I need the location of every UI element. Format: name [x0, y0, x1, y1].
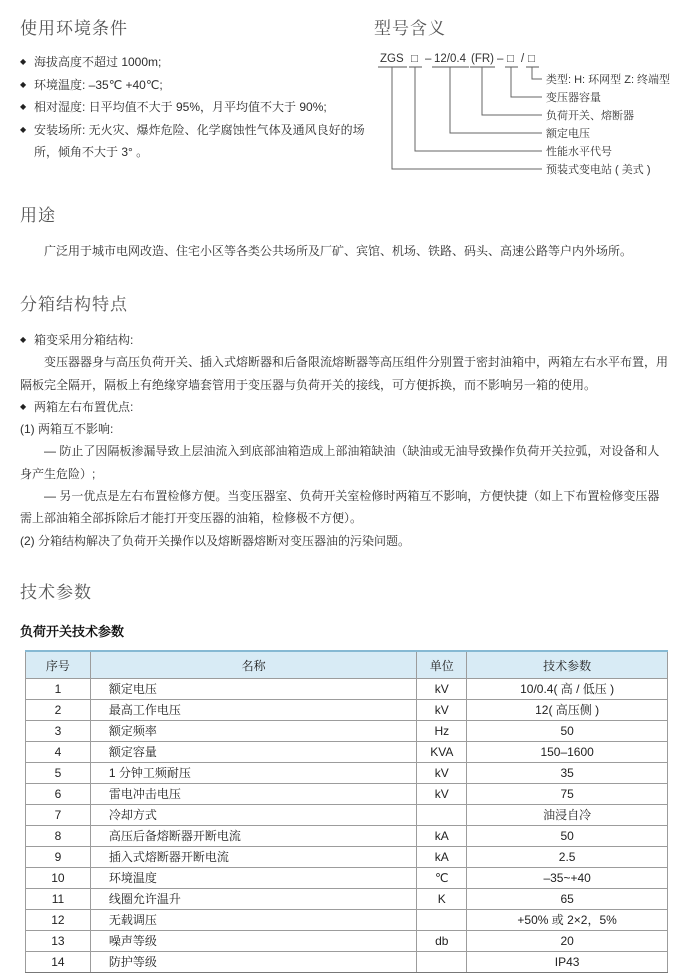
table-row [26, 910, 668, 931]
structure-paragraph [20, 329, 668, 351]
cell-unit: kV [417, 679, 467, 700]
usage-section [20, 201, 668, 262]
table-row [26, 931, 668, 952]
cell-unit: K [417, 889, 467, 910]
cell-index: 14 [26, 952, 91, 973]
model-label-substation: 预装式变电站 ( 美式 ) [546, 164, 651, 176]
header-name: 名称 [90, 651, 416, 679]
cell-name: 线圈允许温升 [90, 889, 416, 910]
table-row [26, 868, 668, 889]
cell-value: IP43 [467, 952, 668, 973]
environment-section-title: 使用环境条件 [20, 19, 128, 38]
technical-parameters-section [20, 578, 668, 973]
table-row [26, 784, 668, 805]
model-label-perf-code: 性能水平代号 [546, 146, 612, 158]
cell-unit: Hz [417, 721, 467, 742]
load-switch-params-table [25, 650, 668, 973]
model-code-dash1: – [425, 53, 432, 65]
model-code-box2: □ [507, 53, 514, 65]
cell-index: 7 [26, 805, 91, 826]
usage-text: 广泛用于城市电网改造、住宅小区等各类公共场所及厂矿、宾馆、机场、铁路、码头、高速公路等户内外场所。 [44, 244, 633, 258]
cell-index: 3 [26, 721, 91, 742]
env-condition-text: 相对湿度: 日平均值不大于 95%，月平均值不大于 90%; [34, 100, 327, 114]
header-unit: 单位 [417, 651, 467, 679]
cell-name: 最高工作电压 [90, 700, 416, 721]
model-label-voltage: 额定电压 [546, 128, 590, 140]
model-code-voltage: 12/0.4 [434, 53, 466, 65]
top-section [20, 14, 671, 177]
diamond-bullet-icon: ◆ [20, 102, 27, 111]
structure-paragraph: (1) 两箱互不影响: [20, 422, 114, 437]
cell-value: 150–1600 [467, 742, 668, 763]
cell-name: 高压后备熔断器开断电流 [90, 826, 416, 847]
model-code-box3: □ [528, 53, 535, 65]
table-row [26, 763, 668, 784]
cell-value: 50 [467, 826, 668, 847]
structure-section-title: 分箱结构特点 [20, 295, 128, 314]
model-code-series: ZGS [380, 53, 404, 65]
env-conditions-list [20, 51, 374, 164]
cell-unit: kA [417, 826, 467, 847]
model-label-type: 类型: H: 环网型 Z: 终端型 [546, 74, 671, 86]
cell-name: 防护等级 [90, 952, 416, 973]
env-condition-item [20, 96, 374, 119]
cell-name: 环境温度 [90, 868, 416, 889]
structure-paragraph-text: 箱变采用分箱结构: [34, 333, 134, 347]
cell-value: 75 [467, 784, 668, 805]
model-label-switch-fuse: 负荷开关、熔断器 [546, 110, 634, 122]
load-switch-params-subtitle: 负荷开关技术参数 [20, 623, 125, 639]
table-row [26, 721, 668, 742]
cell-unit: KVA [417, 742, 467, 763]
cell-index: 1 [26, 679, 91, 700]
cell-unit [417, 910, 467, 931]
structure-features-section [20, 290, 668, 552]
table-row [26, 889, 668, 910]
env-condition-item [20, 74, 374, 97]
structure-paragraph-text: 两箱左右布置优点: [34, 399, 134, 414]
structure-paragraph: 变压器器身与高压负荷开关、插入式熔断器和后备限流熔断器等高压组件分别置于密封油箱中，两箱左右水平布置，用隔板完全隔开，隔板上有绝缘穿墙套管用于变压器与负荷开关的接线，可方便拆换，而不影响另一箱的使用。 [20, 355, 669, 392]
header-index: 序号 [26, 651, 91, 679]
header-value: 技术参数 [467, 651, 668, 679]
diamond-bullet-icon: ◆ [20, 401, 27, 411]
cell-name: 噪声等级 [90, 931, 416, 952]
cell-name: 额定容量 [90, 742, 416, 763]
diamond-bullet-icon: ◆ [20, 335, 27, 344]
structure-paragraph: (2) 分箱结构解决了负荷开关操作以及熔断器熔断对变压器油的污染问题。 [20, 533, 411, 548]
table-row [26, 826, 668, 847]
env-condition-text: 环境温度: –35℃ +40℃; [34, 77, 163, 92]
cell-value: 35 [467, 763, 668, 784]
cell-value: 2.5 [467, 847, 668, 868]
cell-index: 4 [26, 742, 91, 763]
model-code-diagram-svg [374, 49, 694, 177]
env-condition-text: 安装场所: 无火灾、爆炸危险、化学腐蚀性气体及通风良好的场所，倾角不大于 3° 。 [34, 122, 365, 159]
table-body [26, 679, 668, 973]
cell-name: 额定频率 [90, 721, 416, 742]
cell-value: –35~+40 [467, 868, 668, 889]
cell-index: 13 [26, 931, 91, 952]
cell-name: 1 分钟工频耐压 [90, 763, 416, 784]
cell-name: 冷却方式 [90, 805, 416, 826]
model-label-capacity: 变压器容量 [546, 92, 601, 104]
cell-name: 雷电冲击电压 [90, 784, 416, 805]
diamond-bullet-icon: ◆ [20, 79, 27, 89]
cell-index: 9 [26, 847, 91, 868]
cell-value: 50 [467, 721, 668, 742]
tech-section-title: 技术参数 [20, 582, 92, 602]
cell-index: 8 [26, 826, 91, 847]
cell-name: 额定电压 [90, 679, 416, 700]
model-designation-diagram [374, 49, 694, 177]
env-condition-item [20, 51, 374, 74]
structure-paragraph [20, 396, 668, 418]
model-code-fr: (FR) [471, 53, 494, 65]
cell-unit [417, 952, 467, 973]
model-code-dash2: – [497, 53, 504, 65]
cell-unit: db [417, 931, 467, 952]
table-row [26, 847, 668, 868]
env-condition-item [20, 119, 374, 164]
cell-unit: ℃ [417, 868, 467, 889]
cell-index: 2 [26, 700, 91, 721]
structure-paragraph: — 另一优点是左右布置检修方便。当变压器室、负荷开关室检修时两箱互不影响，方便快捷（如上下布置检修变压器需上部油箱全部拆除后才能打开变压器的油箱，检修极不方便）。 [20, 489, 660, 526]
table-row [26, 952, 668, 973]
table-row [26, 742, 668, 763]
cell-index: 10 [26, 868, 91, 889]
cell-value: 65 [467, 889, 668, 910]
cell-unit: kV [417, 784, 467, 805]
model-code-box1: □ [411, 53, 418, 65]
cell-unit: kV [417, 763, 467, 784]
model-meaning-section [374, 14, 694, 177]
env-condition-text: 海拔高度不超过 1000m; [34, 55, 162, 69]
cell-index: 5 [26, 763, 91, 784]
cell-name: 无载调压 [90, 910, 416, 931]
model-section-title: 型号含义 [374, 19, 446, 38]
diamond-bullet-icon: ◆ [20, 124, 27, 134]
structure-paragraphs [20, 329, 668, 552]
diamond-bullet-icon: ◆ [20, 57, 27, 66]
table-row [26, 805, 668, 826]
cell-index: 12 [26, 910, 91, 931]
cell-value: 10/0.4( 高 / 低压 ) [467, 679, 668, 700]
cell-unit: kA [417, 847, 467, 868]
cell-value: +50% 或 2×2，5% [467, 910, 668, 931]
table-row [26, 679, 668, 700]
cell-name: 插入式熔断器开断电流 [90, 847, 416, 868]
table-row [26, 700, 668, 721]
environment-conditions-section [20, 14, 374, 164]
model-code-slash: / [521, 53, 525, 65]
usage-section-title: 用途 [20, 206, 56, 225]
cell-unit: kV [417, 700, 467, 721]
structure-paragraph: — 防止了因隔板渗漏导致上层油流入到底部油箱造成上部油箱缺油（缺油或无油导致操作负荷开关拉弧，对设备和人身产生危险）; [20, 444, 660, 481]
cell-unit [417, 805, 467, 826]
cell-index: 6 [26, 784, 91, 805]
cell-index: 11 [26, 889, 91, 910]
cell-value: 20 [467, 931, 668, 952]
cell-value: 12( 高压侧 ) [467, 700, 668, 721]
table-header-row [26, 651, 668, 679]
cell-value: 油浸自冷 [467, 805, 668, 826]
